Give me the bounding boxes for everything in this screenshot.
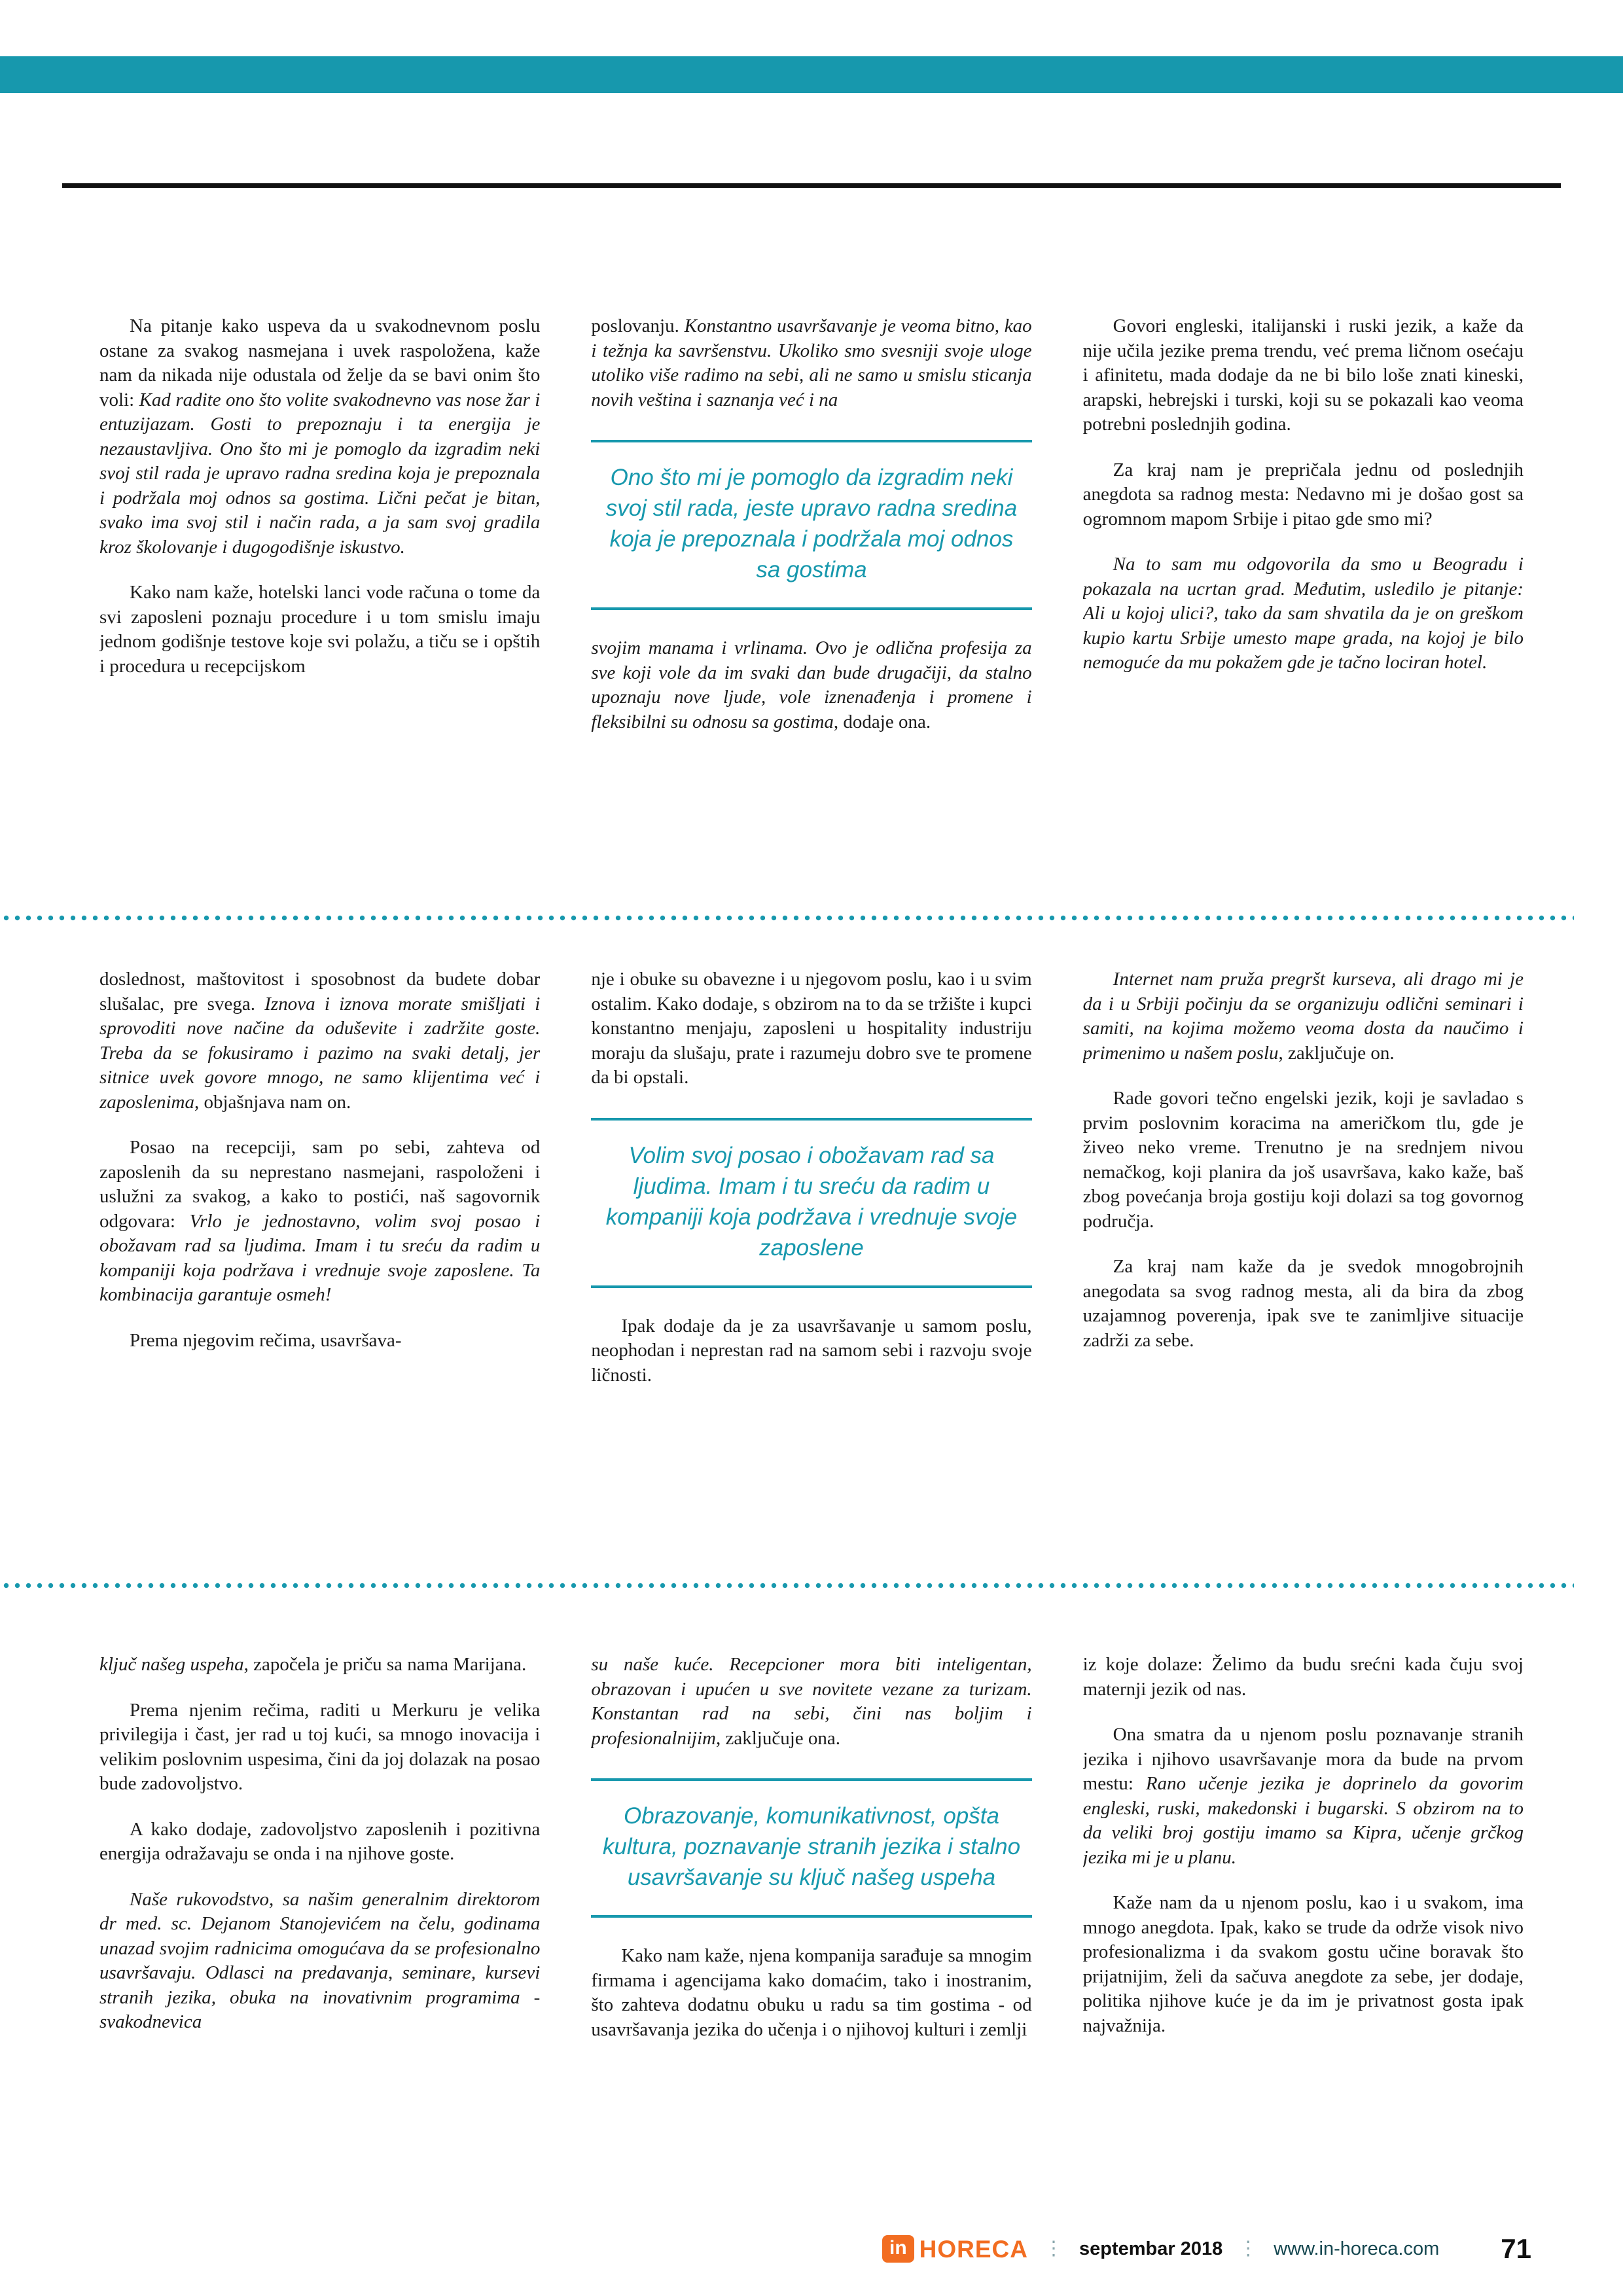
body-text-run: Rade govori tečno engelski jezik, koji je savladao s prvim poslovnim koracima na američkom tlu, gde je živeo neko vreme. Trenutno je na srednjem nivou nemačkog, koji planira da još usavršava, kako kaže, baš zbog povećanja broja gostiju koji dolazi sa tog govornog područja. [1082, 1088, 1524, 1232]
paragraph [99, 1136, 540, 1308]
body-text-run: A kako dodaje, zadovoljstvo zaposlenih i pozitivna energija odražavaju se onda i na njihove goste. [99, 1818, 541, 1864]
paragraph [99, 1698, 540, 1797]
paragraph [591, 1944, 1031, 2042]
paragraph [99, 314, 540, 560]
quote-text-run: Konstantno usavršavanje je veoma bitno, kao i težnja ka savršenstvu. Ukoliko smo svesniji svoje uloge utoliko više radimo na sebi, ali ne samo u smislu sticanja novih veština i saznanja već i na [591, 315, 1032, 410]
issue-date: septembar 2018 [1079, 2238, 1223, 2259]
paragraph [591, 314, 1031, 412]
footer-separator: ⋮ [1238, 2238, 1258, 2259]
paragraph [1083, 1653, 1524, 1702]
text-column-1 [99, 1653, 540, 2229]
body-text-run: , objašnjava nam on. [194, 1091, 351, 1113]
quote-text-run: Naše rukovodstvo, sa našim generalnim direktorom dr med. sc. Dejanom Stanojevićem na čelu, godinama unazad svojim radnicima omogućava da se profesionalno usavršavaju. Odlasci na predavanja, seminare, kursevi stranih jezika, obuka na inovativnim programima - svakodnevica [99, 1888, 541, 2032]
body-text-run: Posao na recepciji, sam po sebi, zahteva od zaposlenih da su neprestano nasmejani, raspoloženi i uslužni za svakog, a kako to postići, naš sagovornik odgovara: [99, 1137, 541, 1232]
pull-quote: Ono što mi je pomoglo da izgradim neki svoj stil rada, jeste upravo radna sredina koja je prepoznala i podržala moj odnos sa gostima [591, 440, 1031, 610]
body-text-run: Ona smatra da u njenom poslu poznavanje stranih jezika i njihovo usavršavanje mora da bude na prvom mestu: [1082, 1724, 1524, 1794]
paragraph [1083, 1086, 1524, 1234]
quote-text-run: su naše kuće. Recepcioner mora biti inteligentan, obrazovan i upućen u sve novitete vezane za turizam. Konstantan rad na sebi, čini nas boljim i profesionalnijim [591, 1654, 1032, 1749]
dotted-separator-1 [3, 915, 1574, 921]
paragraph [1083, 458, 1524, 532]
body-text-run: Kako nam kaže, njena kompanija sarađuje sa mnogim firmama i agencijama kako domaćim, tako i inostranim, što zahteva dodatnu obuku u radu sa tim gostima - od usavršavanja jezika do učenja i o njihovoj kulturi i zemlji [591, 1945, 1032, 2040]
body-text-run: doslednost, maštovitost i sposobnost da budete dobar slušalac, pre svega. [99, 969, 541, 1014]
body-text-run: Za kraj nam je prepričala jednu od poslednjih anegdota sa radnog mesta: Nedavno mi je došao gost sa ogromnom mapom Srbije i pitao gde smo mi? [1082, 459, 1524, 529]
text-column-2 [591, 1653, 1031, 2229]
quote-text-run: Vrlo je jednostavno, volim svoj posao i obožavam rad sa ljudima. Imam i tu sreću da radim u kompaniji koja podržava i vrednuje svoje zaposlene. Ta kombinacija garantuje osmeh! [99, 1210, 541, 1305]
paragraph [1083, 314, 1524, 437]
paragraph [99, 1329, 540, 1354]
paragraph [591, 636, 1031, 734]
body-text-run: , dodaje ona. [833, 711, 931, 732]
header-rule [62, 183, 1561, 188]
paragraph [99, 1888, 540, 2035]
body-text-run: Govori engleski, italijanski i ruski jezik, a kaže da nije učila jezike prema trendu, već prema ličnom osećaju i afinitetu, mada dodaje da ne bi bilo loše znati kineski, arapski, hebrejski i turski, koji su se pokazali kao veoma potrebni poslednjih godina. [1082, 315, 1524, 435]
body-text-run: iz koje dolaze: Želimo da budu srećni kada čuju svoj maternji jezik od nas. [1082, 1654, 1524, 1700]
paragraph [1083, 1891, 1524, 2038]
quote-text-run: Iznova i iznova morate smišljati i sprovoditi nove načine da oduševite i zadržite goste. Treba da se fokusiramo i pazimo na svaki detalj, jer sitnice uvek govore mnogo, ne samo klijentima već i zaposlenima [99, 993, 541, 1113]
text-column-3 [1083, 314, 1524, 893]
paragraph [99, 967, 540, 1115]
body-text-run: , zaključuje on. [1278, 1042, 1395, 1064]
body-text-run: Kaže nam da u njenom poslu, kao i u svakom, ima mnogo anegdota. Ipak, kako se trude da održe visok nivo profesionalizma i da svakom gostu učine boravak što prijatnijim, želi da sačuva anegdote za sebe, jer dodaje, politika njihove kuće je da im je privatnost gosta ipak najvažnija. [1082, 1892, 1524, 2036]
body-text-run: Za kraj nam kaže da je svedok mnogobrojnih anegodata sa svog radnog mesta, ali da bira da zbog uzajamnog poverenja, ipak sve te zanimljive situacije zadrži za sebe. [1082, 1256, 1524, 1351]
text-column-1 [99, 967, 540, 1560]
body-text-run: Prema njenim rečima, raditi u Merkuru je velika privilegija i čast, jer rad u toj kući, sa mnogo inovacija i velikim poslovnim uspesima, čini da joj dolazak na posao bude zadovoljstvo. [99, 1699, 541, 1794]
quote-text-run: svojim manama i vrlinama. Ovo je odlična profesija za sve koji vole da im svaki dan bude drugačiji, da stalno upoznaju nove ljude, vole iznenađenja i promene i fleksibilni su odnosu sa gostima [591, 637, 1032, 732]
horeca-logo [882, 2235, 1028, 2263]
text-column-2 [591, 967, 1031, 1560]
pull-quote: Obrazovanje, komunikativnost, opšta kultura, poznavanje stranih jezika i stalno usavršavanje su ključ našeg uspeha [591, 1778, 1031, 1918]
text-column-3 [1083, 967, 1524, 1560]
logo-in-badge: in [882, 2235, 914, 2263]
logo-horeca-text: HORECA [919, 2235, 1028, 2263]
quote-text-run: Kad radite ono što volite svakodnevno vas nose žar i entuzijazam. Gosti to prepoznaju i ta energija je nezaustavljiva. Ono što mi je pomoglo da izgradim neki svoj stil rada je upravo radna sredina koja je prepoznala i podržala moj odnos sa gostima. Lični pečat je bitan, svako ima svoj stil i način rada, a ja sam svoj gradila kroz školovanje i dugogodišnje iskustvo. [99, 389, 541, 558]
top-accent-bar [0, 56, 1623, 93]
pull-quote: Volim svoj posao i obožavam rad sa ljudima. Imam i tu sreću da radim u kompaniji koja podržava i vrednuje svoje zaposlene [591, 1118, 1031, 1288]
paragraph [99, 581, 540, 679]
quote-text-run: ključ našeg uspeha [99, 1654, 244, 1675]
body-text-run: Ipak dodaje da je za usavršavanje u samom poslu, neophodan i neprestan rad na samom sebi i razvoju svoje ličnosti. [591, 1315, 1032, 1386]
quote-text-run: Na to sam mu odgovorila da smo u Beogradu i pokazala na ucrtan grad. Međutim, usledilo je pitanje: Ali u kojoj ulici?, tako da sam shvatila da je on greškom kupio kartu Srbije umesto mape grada, na kojoj je bilo nemoguće da mu pokažem gde je tačno lociran hotel. [1082, 554, 1524, 673]
paragraph [591, 967, 1031, 1090]
quote-text-run: Rano učenje jezika je doprinelo da govorim engleski, ruski, makedonski i bugarski. S obzirom na to da veliki broj gostiju imamo sa Kipra, učenje grčkog jezika mi je u planu. [1082, 1773, 1524, 1868]
paragraph [99, 1818, 540, 1867]
paragraph [1083, 967, 1524, 1066]
article-section-middle [99, 967, 1524, 1560]
article-section-top [99, 314, 1524, 893]
body-text-run: poslovanju. [591, 315, 685, 336]
page-number: 71 [1501, 2233, 1531, 2264]
article-section-bottom [99, 1653, 1524, 2229]
paragraph [99, 1653, 540, 1677]
page-footer [98, 2224, 1531, 2274]
dotted-separator-2 [3, 1583, 1574, 1588]
body-text-run: , zaključuje ona. [715, 1727, 841, 1749]
body-text-run: nje i obuke su obavezne i u njegovom poslu, kao i u svim ostalim. Kako dodaje, s obzirom na to da se tržište i kupci konstantno menjaju, zaposleni u hospitality industriju moraju da slušaju, prate i razumeju dobro sve te promene da bi opstali. [591, 969, 1032, 1088]
text-column-3 [1083, 1653, 1524, 2229]
body-text-run: Prema njegovim rečima, usavršava- [130, 1329, 402, 1351]
body-text-run: , započela je priču sa nama Marijana. [243, 1654, 527, 1675]
paragraph [1083, 1723, 1524, 1870]
paragraph [591, 1314, 1031, 1388]
footer-separator: ⋮ [1044, 2238, 1063, 2259]
paragraph [1083, 1255, 1524, 1353]
text-column-1 [99, 314, 540, 893]
body-text-run: Kako nam kaže, hotelski lanci vode računa o tome da svi zaposleni poznaju procedure i u tom smislu imaju jednom godišnje testove koje svi polažu, a tiču se i opštih i procedura u recepcijskom [99, 582, 541, 677]
quote-text-run: Internet nam pruža pregršt kurseva, ali drago mi je da i u Srbiji počinju da se organizuju odlični seminari i samiti, na kojima možemo veoma dosta da naučimo i primenimo u našem poslu [1082, 969, 1524, 1064]
body-text-run: Na pitanje kako uspeva da u svakodnevnom poslu ostane za svakog nasmejana i uvek raspoložena, kaže nam da nikada nije odustala od želje da se bavi onim što voli: [99, 315, 541, 410]
text-column-2 [591, 314, 1031, 893]
website-link[interactable]: www.in-horeca.com [1274, 2238, 1440, 2259]
paragraph [591, 1653, 1031, 1751]
paragraph [1083, 552, 1524, 675]
